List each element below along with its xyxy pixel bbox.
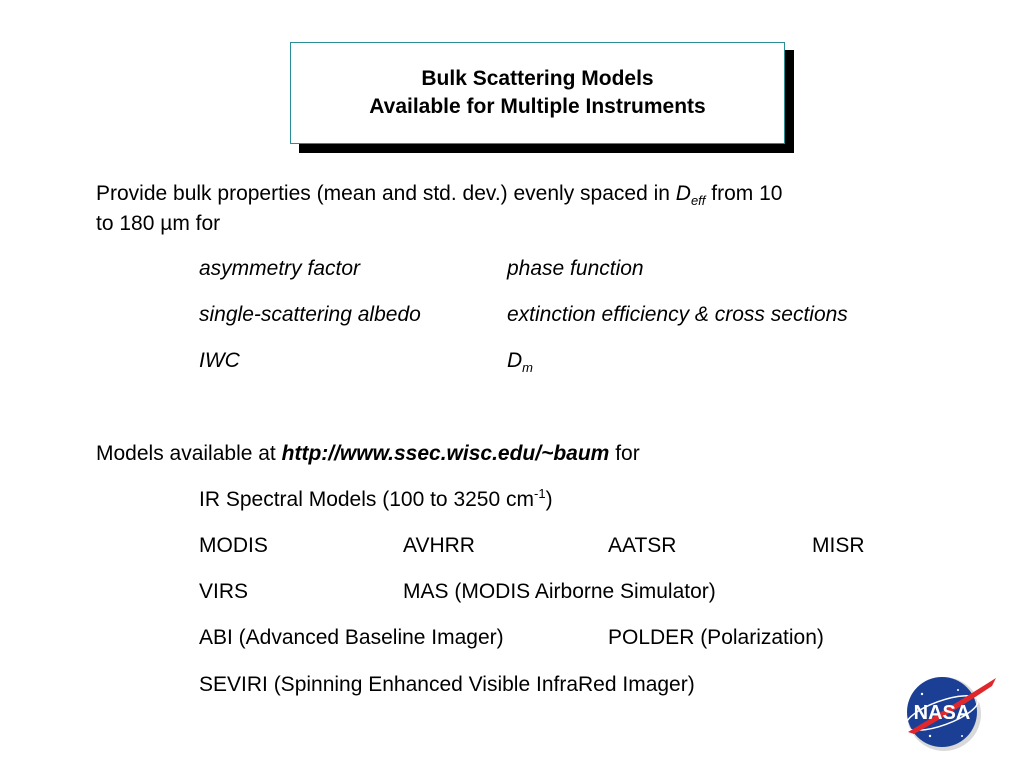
property-phase-function: phase function bbox=[507, 257, 644, 280]
property-dm: $D_m$ bbox=[507, 349, 534, 375]
baum-url-link[interactable]: http://www.ssec.wisc.edu/~baum bbox=[281, 442, 610, 465]
models-intro-line bbox=[96, 441, 640, 467]
instrument-virs: VIRS bbox=[199, 580, 249, 603]
property-asymmetry-factor: asymmetry factor bbox=[199, 257, 361, 280]
intro-line-2: to 180 µm for bbox=[96, 212, 221, 235]
property-extinction-efficiency: extinction efficiency & cross sections bbox=[507, 303, 848, 326]
deff-symbol: $D_{eff}$ bbox=[675, 182, 706, 208]
nasa-logo-icon bbox=[900, 670, 1000, 755]
slide-title-box bbox=[290, 42, 785, 144]
intro-text-pre: Provide bulk properties (mean and std. dev.) evenly spaced in bbox=[96, 182, 670, 205]
intro-line-1 bbox=[96, 181, 782, 207]
instrument-seviri: SEVIRI (Spinning Enhanced Visible InfraRed Imager) bbox=[199, 673, 695, 696]
instrument-avhrr: AVHRR bbox=[403, 534, 475, 557]
instrument-mas: MAS (MODIS Airborne Simulator) bbox=[403, 580, 716, 603]
intro-text-post: from 10 bbox=[711, 182, 783, 205]
slide-title-line-2: Available for Multiple Instruments bbox=[369, 95, 706, 118]
models-intro-post: for bbox=[615, 442, 640, 465]
ir-spectral-models: IR Spectral Models (100 to 3250 $cm^{-1}$) bbox=[199, 486, 553, 511]
instrument-aatsr: AATSR bbox=[608, 534, 677, 557]
instrument-abi: ABI (Advanced Baseline Imager) bbox=[199, 626, 504, 649]
property-iwc: IWC bbox=[199, 349, 240, 372]
slide-title-line-1: Bulk Scattering Models bbox=[421, 67, 654, 90]
svg-text:NASA: NASA bbox=[913, 702, 971, 724]
property-single-scattering-albedo: single-scattering albedo bbox=[199, 303, 421, 326]
instrument-polder: POLDER (Polarization) bbox=[608, 626, 824, 649]
instrument-modis: MODIS bbox=[199, 534, 268, 557]
instrument-misr: MISR bbox=[812, 534, 865, 557]
models-intro-pre: Models available at bbox=[96, 442, 276, 465]
